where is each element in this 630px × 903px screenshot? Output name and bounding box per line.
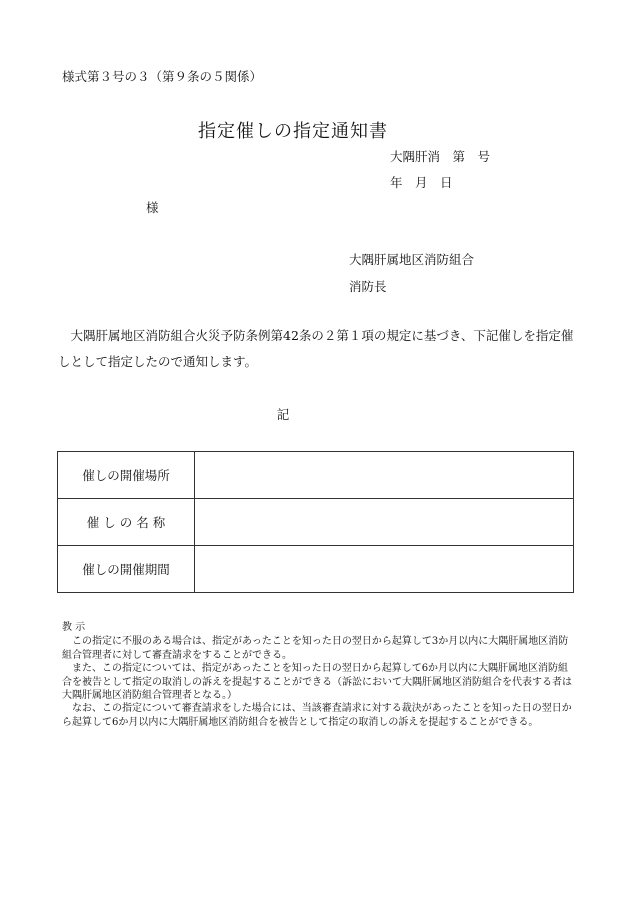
ki-heading: 記: [276, 407, 290, 422]
document-number: 大隅肝消 第 号: [390, 149, 491, 164]
venue-label: 催しの開催場所: [58, 452, 195, 499]
period-value: [195, 546, 574, 593]
table-row: [58, 499, 574, 546]
event-name-label: 催 し の 名 称: [58, 499, 195, 546]
issuer-organization: 大隅肝属地区消防組合: [349, 252, 475, 267]
form-identifier: 様式第３号の３（第９条の５関係）: [62, 69, 263, 84]
venue-value: [195, 452, 574, 499]
addressee-honorific: 様: [146, 200, 159, 215]
document-title: 指定催しの指定通知書: [198, 121, 388, 142]
document-date: 年 月 日: [390, 175, 453, 190]
notification-body: 大隅肝属地区消防組合火災予防条例第42条の２第１項の規定に基づき、下記催しを指定催しとして指定したので通知します。: [58, 328, 574, 369]
instruction-notice: [62, 621, 578, 729]
event-info-table: [57, 451, 574, 593]
event-name-value: [195, 499, 574, 546]
notice-paragraph: この指定に不服のある場合は、指定があったことを知った日の翌日から起算して3か月以内に大隅肝属地区消防組合管理者に対して審査請求をすることができる。: [62, 636, 569, 661]
notice-paragraph: なお、この指定について審査請求をした場合には、当該審査請求に対する裁決があったことを知った日の翌日から起算して6か月以内に大隅肝属地区消防組合を被告として指定の取消しの訴えを提起することができる。: [62, 703, 572, 728]
table-row: [58, 546, 574, 593]
notice-title: 教 示: [62, 622, 86, 633]
period-label: 催しの開催期間: [58, 546, 195, 593]
table-row: [58, 452, 574, 499]
issuer-title: 消防長: [349, 279, 387, 294]
notice-paragraph: また、この指定については、指定があったことを知った日の翌日から起算して6か月以内に大隅肝属地区消防組合を被告として指定の取消しの訴えを提起することができる（訴訟において大隅肝属地区消防組合を代表する者は大隅肝属地区消防組合管理者となる。）: [62, 663, 572, 702]
